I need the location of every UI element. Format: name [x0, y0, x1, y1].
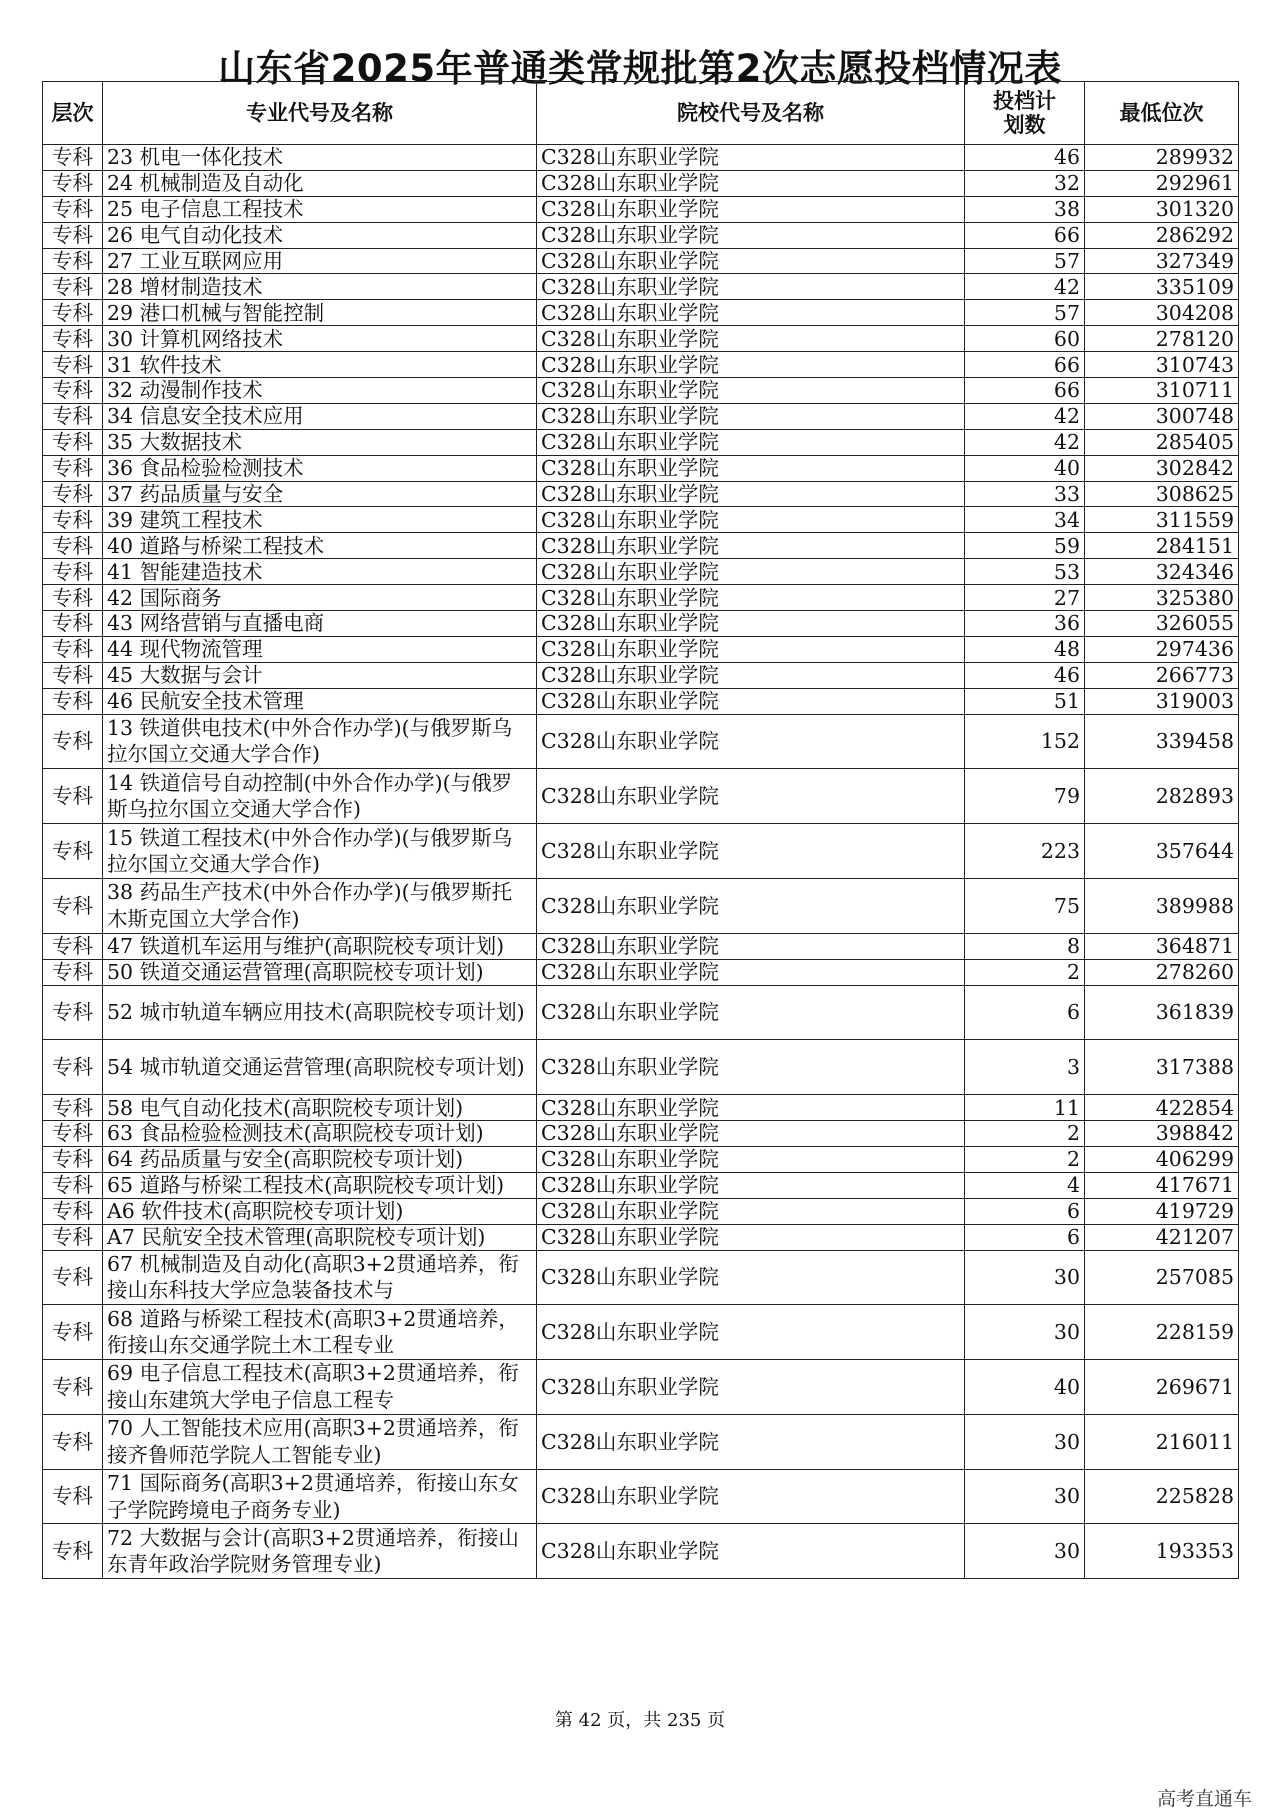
rank-cell: 286292: [1085, 222, 1239, 248]
level-cell: 专科: [43, 1250, 103, 1305]
plan-cell: 60: [965, 326, 1085, 352]
level-cell: 专科: [43, 1121, 103, 1147]
plan-cell: 223: [965, 824, 1085, 879]
plan-cell: 66: [965, 352, 1085, 378]
school-cell: C328山东职业学院: [537, 1040, 965, 1095]
level-cell: 专科: [43, 300, 103, 326]
plan-cell: 30: [965, 1305, 1085, 1360]
school-cell: C328山东职业学院: [537, 662, 965, 688]
school-cell: C328山东职业学院: [537, 455, 965, 481]
plan-cell: 57: [965, 248, 1085, 274]
level-cell: 专科: [43, 959, 103, 985]
table-row: [43, 248, 1239, 274]
plan-cell: 3: [965, 1040, 1085, 1095]
plan-cell: 66: [965, 222, 1085, 248]
rank-cell: 417671: [1085, 1172, 1239, 1198]
school-cell: C328山东职业学院: [537, 1224, 965, 1250]
table-row: [43, 222, 1239, 248]
major-cell: 54 城市轨道交通运营管理(高职院校专项计划): [103, 1040, 537, 1095]
school-cell: C328山东职业学院: [537, 326, 965, 352]
rank-cell: 421207: [1085, 1224, 1239, 1250]
major-cell: 45 大数据与会计: [103, 662, 537, 688]
major-cell: 28 增材制造技术: [103, 274, 537, 300]
table-row: [43, 636, 1239, 662]
level-cell: 专科: [43, 248, 103, 274]
school-cell: C328山东职业学院: [537, 1198, 965, 1224]
plan-cell: 75: [965, 878, 1085, 933]
rank-cell: 335109: [1085, 274, 1239, 300]
major-cell: 44 现代物流管理: [103, 636, 537, 662]
table-row: [43, 326, 1239, 352]
level-cell: 专科: [43, 196, 103, 222]
table-row: [43, 1250, 1239, 1305]
rank-cell: 297436: [1085, 636, 1239, 662]
rank-cell: 225828: [1085, 1469, 1239, 1524]
rank-cell: 292961: [1085, 170, 1239, 196]
major-cell: 34 信息安全技术应用: [103, 403, 537, 429]
major-cell: 50 铁道交通运营管理(高职院校专项计划): [103, 959, 537, 985]
table-row: [43, 170, 1239, 196]
plan-cell: 34: [965, 507, 1085, 533]
table-row: [43, 274, 1239, 300]
table-row: [43, 1524, 1239, 1579]
table-row: [43, 769, 1239, 824]
major-cell: 67 机械制造及自动化(高职3+2贯通培养，衔接山东科技大学应急装备技术与: [103, 1250, 537, 1305]
major-cell: 69 电子信息工程技术(高职3+2贯通培养，衔接山东建筑大学电子信息工程专: [103, 1360, 537, 1415]
plan-cell: 48: [965, 636, 1085, 662]
plan-cell: 38: [965, 196, 1085, 222]
level-cell: 专科: [43, 824, 103, 879]
plan-cell: 42: [965, 429, 1085, 455]
plan-cell: 79: [965, 769, 1085, 824]
level-cell: 专科: [43, 222, 103, 248]
major-cell: 32 动漫制作技术: [103, 378, 537, 404]
level-cell: 专科: [43, 1524, 103, 1579]
table-row: [43, 403, 1239, 429]
school-cell: C328山东职业学院: [537, 403, 965, 429]
level-cell: 专科: [43, 378, 103, 404]
level-cell: 专科: [43, 985, 103, 1040]
major-cell: 41 智能建造技术: [103, 559, 537, 585]
plan-cell: 6: [965, 1224, 1085, 1250]
level-cell: 专科: [43, 145, 103, 171]
school-cell: C328山东职业学院: [537, 688, 965, 714]
major-cell: 13 铁道供电技术(中外合作办学)(与俄罗斯乌拉尔国立交通大学合作): [103, 714, 537, 769]
school-cell: C328山东职业学院: [537, 559, 965, 585]
level-cell: 专科: [43, 585, 103, 611]
school-cell: C328山东职业学院: [537, 1360, 965, 1415]
major-cell: 31 软件技术: [103, 352, 537, 378]
plan-cell: 42: [965, 274, 1085, 300]
major-cell: 30 计算机网络技术: [103, 326, 537, 352]
table-row: [43, 585, 1239, 611]
level-cell: 专科: [43, 1360, 103, 1415]
page-footer: 第 42 页，共 235 页: [554, 1710, 726, 1731]
plan-cell: 59: [965, 533, 1085, 559]
school-cell: C328山东职业学院: [537, 222, 965, 248]
major-cell: 38 药品生产技术(中外合作办学)(与俄罗斯托木斯克国立大学合作): [103, 878, 537, 933]
watermark: 高考直通车: [1156, 1788, 1252, 1810]
plan-cell: 30: [965, 1250, 1085, 1305]
table-row: [43, 533, 1239, 559]
major-cell: 46 民航安全技术管理: [103, 688, 537, 714]
table-row: [43, 300, 1239, 326]
level-cell: 专科: [43, 1146, 103, 1172]
level-cell: 专科: [43, 429, 103, 455]
level-cell: 专科: [43, 1095, 103, 1121]
major-cell: 14 铁道信号自动控制(中外合作办学)(与俄罗斯乌拉尔国立交通大学合作): [103, 769, 537, 824]
rank-cell: 282893: [1085, 769, 1239, 824]
level-cell: 专科: [43, 714, 103, 769]
rank-cell: 266773: [1085, 662, 1239, 688]
major-cell: 36 食品检验检测技术: [103, 455, 537, 481]
plan-cell: 42: [965, 403, 1085, 429]
rank-cell: 364871: [1085, 933, 1239, 959]
rank-cell: 398842: [1085, 1121, 1239, 1147]
rank-cell: 357644: [1085, 824, 1239, 879]
rank-cell: 289932: [1085, 145, 1239, 171]
major-cell: 15 铁道工程技术(中外合作办学)(与俄罗斯乌拉尔国立交通大学合作): [103, 824, 537, 879]
level-cell: 专科: [43, 611, 103, 637]
table-row: [43, 559, 1239, 585]
major-cell: 40 道路与桥梁工程技术: [103, 533, 537, 559]
header-school: 院校代号及名称: [537, 82, 965, 145]
school-cell: C328山东职业学院: [537, 985, 965, 1040]
school-cell: C328山东职业学院: [537, 636, 965, 662]
major-cell: 26 电气自动化技术: [103, 222, 537, 248]
rank-cell: 300748: [1085, 403, 1239, 429]
school-cell: C328山东职业学院: [537, 714, 965, 769]
rank-cell: 228159: [1085, 1305, 1239, 1360]
school-cell: C328山东职业学院: [537, 1414, 965, 1469]
plan-cell: 66: [965, 378, 1085, 404]
table-row: [43, 933, 1239, 959]
plan-cell: 6: [965, 985, 1085, 1040]
plan-cell: 30: [965, 1469, 1085, 1524]
level-cell: 专科: [43, 1172, 103, 1198]
level-cell: 专科: [43, 688, 103, 714]
major-cell: A7 民航安全技术管理(高职院校专项计划): [103, 1224, 537, 1250]
school-cell: C328山东职业学院: [537, 769, 965, 824]
major-cell: 43 网络营销与直播电商: [103, 611, 537, 637]
plan-cell: 46: [965, 662, 1085, 688]
table-row: [43, 145, 1239, 171]
table-row: [43, 714, 1239, 769]
level-cell: 专科: [43, 481, 103, 507]
rank-cell: 284151: [1085, 533, 1239, 559]
school-cell: C328山东职业学院: [537, 1121, 965, 1147]
table-row: [43, 1040, 1239, 1095]
plan-cell: 2: [965, 1121, 1085, 1147]
header-rank: 最低位次: [1085, 82, 1239, 145]
level-cell: 专科: [43, 1305, 103, 1360]
table-row: [43, 1121, 1239, 1147]
table-row: [43, 1146, 1239, 1172]
plan-cell: 11: [965, 1095, 1085, 1121]
level-cell: 专科: [43, 769, 103, 824]
major-cell: 42 国际商务: [103, 585, 537, 611]
major-cell: 58 电气自动化技术(高职院校专项计划): [103, 1095, 537, 1121]
major-cell: A6 软件技术(高职院校专项计划): [103, 1198, 537, 1224]
level-cell: 专科: [43, 170, 103, 196]
rank-cell: 324346: [1085, 559, 1239, 585]
rank-cell: 361839: [1085, 985, 1239, 1040]
plan-cell: 4: [965, 1172, 1085, 1198]
school-cell: C328山东职业学院: [537, 1305, 965, 1360]
major-cell: 68 道路与桥梁工程技术(高职3+2贯通培养，衔接山东交通学院土木工程专业: [103, 1305, 537, 1360]
plan-cell: 6: [965, 1198, 1085, 1224]
table-row: [43, 1198, 1239, 1224]
school-cell: C328山东职业学院: [537, 274, 965, 300]
table-header-row: [43, 82, 1239, 145]
table-row: [43, 878, 1239, 933]
school-cell: C328山东职业学院: [537, 429, 965, 455]
plan-cell: 152: [965, 714, 1085, 769]
table-row: [43, 1224, 1239, 1250]
plan-cell: 27: [965, 585, 1085, 611]
major-cell: 65 道路与桥梁工程技术(高职院校专项计划): [103, 1172, 537, 1198]
level-cell: 专科: [43, 507, 103, 533]
plan-cell: 40: [965, 455, 1085, 481]
table-body: [43, 145, 1239, 1579]
plan-cell: 57: [965, 300, 1085, 326]
table-row: [43, 507, 1239, 533]
header-major: 专业代号及名称: [103, 82, 537, 145]
rank-cell: 319003: [1085, 688, 1239, 714]
rank-cell: 301320: [1085, 196, 1239, 222]
major-cell: 25 电子信息工程技术: [103, 196, 537, 222]
level-cell: 专科: [43, 403, 103, 429]
rank-cell: 389988: [1085, 878, 1239, 933]
header-plan: 投档计划数: [965, 82, 1085, 145]
rank-cell: 278120: [1085, 326, 1239, 352]
school-cell: C328山东职业学院: [537, 248, 965, 274]
level-cell: 专科: [43, 636, 103, 662]
school-cell: C328山东职业学院: [537, 959, 965, 985]
plan-cell: 40: [965, 1360, 1085, 1415]
table-row: [43, 196, 1239, 222]
major-cell: 39 建筑工程技术: [103, 507, 537, 533]
table-row: [43, 611, 1239, 637]
major-cell: 47 铁道机车运用与维护(高职院校专项计划): [103, 933, 537, 959]
level-cell: 专科: [43, 326, 103, 352]
plan-cell: 2: [965, 1146, 1085, 1172]
school-cell: C328山东职业学院: [537, 1469, 965, 1524]
plan-cell: 53: [965, 559, 1085, 585]
table-row: [43, 481, 1239, 507]
school-cell: C328山东职业学院: [537, 300, 965, 326]
rank-cell: 327349: [1085, 248, 1239, 274]
major-cell: 52 城市轨道车辆应用技术(高职院校专项计划): [103, 985, 537, 1040]
level-cell: 专科: [43, 1414, 103, 1469]
school-cell: C328山东职业学院: [537, 824, 965, 879]
school-cell: C328山东职业学院: [537, 1146, 965, 1172]
table-row: [43, 429, 1239, 455]
rank-cell: 310711: [1085, 378, 1239, 404]
table-row: [43, 1469, 1239, 1524]
school-cell: C328山东职业学院: [537, 1524, 965, 1579]
school-cell: C328山东职业学院: [537, 378, 965, 404]
plan-cell: 2: [965, 959, 1085, 985]
level-cell: 专科: [43, 559, 103, 585]
major-cell: 23 机电一体化技术: [103, 145, 537, 171]
major-cell: 35 大数据技术: [103, 429, 537, 455]
level-cell: 专科: [43, 274, 103, 300]
table-row: [43, 985, 1239, 1040]
school-cell: C328山东职业学院: [537, 145, 965, 171]
rank-cell: 326055: [1085, 611, 1239, 637]
level-cell: 专科: [43, 1198, 103, 1224]
rank-cell: 419729: [1085, 1198, 1239, 1224]
plan-cell: 8: [965, 933, 1085, 959]
school-cell: C328山东职业学院: [537, 533, 965, 559]
table-row: [43, 455, 1239, 481]
plan-cell: 30: [965, 1524, 1085, 1579]
table-row: [43, 1095, 1239, 1121]
major-cell: 71 国际商务(高职3+2贯通培养，衔接山东女子学院跨境电子商务专业): [103, 1469, 537, 1524]
plan-cell: 32: [965, 170, 1085, 196]
table-row: [43, 1172, 1239, 1198]
rank-cell: 285405: [1085, 429, 1239, 455]
plan-cell: 36: [965, 611, 1085, 637]
rank-cell: 193353: [1085, 1524, 1239, 1579]
school-cell: C328山东职业学院: [537, 1250, 965, 1305]
school-cell: C328山东职业学院: [537, 1095, 965, 1121]
major-cell: 37 药品质量与安全: [103, 481, 537, 507]
school-cell: C328山东职业学院: [537, 352, 965, 378]
table-row: [43, 1414, 1239, 1469]
page-title: 山东省2025年普通类常规批第2次志愿投档情况表: [218, 47, 1062, 90]
rank-cell: 325380: [1085, 585, 1239, 611]
table-row: [43, 352, 1239, 378]
plan-cell: 33: [965, 481, 1085, 507]
rank-cell: 278260: [1085, 959, 1239, 985]
level-cell: 专科: [43, 455, 103, 481]
admission-table: [42, 81, 1239, 1579]
major-cell: 27 工业互联网应用: [103, 248, 537, 274]
major-cell: 24 机械制造及自动化: [103, 170, 537, 196]
school-cell: C328山东职业学院: [537, 507, 965, 533]
school-cell: C328山东职业学院: [537, 196, 965, 222]
school-cell: C328山东职业学院: [537, 170, 965, 196]
school-cell: C328山东职业学院: [537, 1172, 965, 1198]
level-cell: 专科: [43, 933, 103, 959]
plan-cell: 51: [965, 688, 1085, 714]
level-cell: 专科: [43, 533, 103, 559]
rank-cell: 311559: [1085, 507, 1239, 533]
table-row: [43, 688, 1239, 714]
level-cell: 专科: [43, 878, 103, 933]
rank-cell: 304208: [1085, 300, 1239, 326]
rank-cell: 269671: [1085, 1360, 1239, 1415]
level-cell: 专科: [43, 352, 103, 378]
rank-cell: 310743: [1085, 352, 1239, 378]
table-row: [43, 378, 1239, 404]
rank-cell: 422854: [1085, 1095, 1239, 1121]
level-cell: 专科: [43, 1469, 103, 1524]
rank-cell: 302842: [1085, 455, 1239, 481]
level-cell: 专科: [43, 1040, 103, 1095]
major-cell: 70 人工智能技术应用(高职3+2贯通培养，衔接齐鲁师范学院人工智能专业): [103, 1414, 537, 1469]
school-cell: C328山东职业学院: [537, 481, 965, 507]
major-cell: 72 大数据与会计(高职3+2贯通培养，衔接山东青年政治学院财务管理专业): [103, 1524, 537, 1579]
table-row: [43, 662, 1239, 688]
rank-cell: 339458: [1085, 714, 1239, 769]
school-cell: C328山东职业学院: [537, 585, 965, 611]
major-cell: 29 港口机械与智能控制: [103, 300, 537, 326]
level-cell: 专科: [43, 662, 103, 688]
plan-cell: 46: [965, 145, 1085, 171]
rank-cell: 257085: [1085, 1250, 1239, 1305]
rank-cell: 308625: [1085, 481, 1239, 507]
major-cell: 63 食品检验检测技术(高职院校专项计划): [103, 1121, 537, 1147]
school-cell: C328山东职业学院: [537, 933, 965, 959]
rank-cell: 317388: [1085, 1040, 1239, 1095]
school-cell: C328山东职业学院: [537, 611, 965, 637]
level-cell: 专科: [43, 1224, 103, 1250]
header-level: 层次: [43, 82, 103, 145]
table-row: [43, 1360, 1239, 1415]
table-row: [43, 1305, 1239, 1360]
rank-cell: 216011: [1085, 1414, 1239, 1469]
table-row: [43, 959, 1239, 985]
school-cell: C328山东职业学院: [537, 878, 965, 933]
major-cell: 64 药品质量与安全(高职院校专项计划): [103, 1146, 537, 1172]
table-row: [43, 824, 1239, 879]
rank-cell: 406299: [1085, 1146, 1239, 1172]
plan-cell: 30: [965, 1414, 1085, 1469]
